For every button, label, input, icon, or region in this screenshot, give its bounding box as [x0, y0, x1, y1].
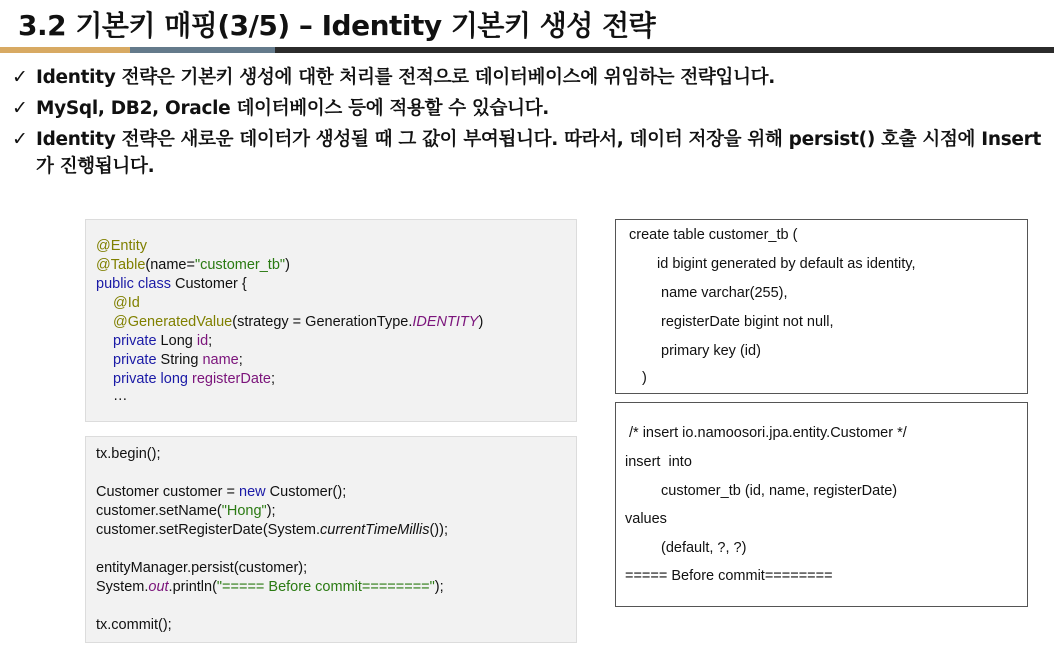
sql-line: id bigint generated by default as identity,: [657, 256, 916, 272]
code-token: (name=: [145, 257, 195, 273]
annotation-entity: @Entity: [96, 238, 147, 254]
code-token: System.: [96, 579, 149, 595]
code-line: [113, 294, 140, 313]
code-line: [96, 578, 444, 597]
code-line: [96, 256, 290, 275]
code-token: Customer {: [170, 276, 247, 292]
enum-constant: IDENTITY: [412, 314, 479, 330]
underline-segment-gold: [0, 47, 130, 53]
code-line: [113, 332, 212, 351]
code-token: (strategy = GenerationType.: [232, 314, 413, 330]
bullet-text: MySql, DB2, Oracle 데이터베이스 등에 적용할 수 있습니다.: [36, 98, 550, 119]
field-name: registerDate: [187, 371, 271, 387]
bullet-text: Identity 전략은 새로운 데이터가 생성될 때 그 값이 부여됩니다. 따라서, 데이터 저장을 위해 persist() 호출 시점에 Insert가 진행됩니다.: [36, 129, 1042, 177]
keyword: private: [113, 352, 157, 368]
code-line: [96, 483, 346, 502]
underline-segment-dark: [275, 47, 1054, 53]
code-token: .println(: [168, 579, 217, 595]
annotation-id: @Id: [113, 295, 140, 311]
ellipsis: …: [113, 388, 128, 404]
sql-line: ): [642, 370, 647, 386]
annotation-table: @Table: [96, 257, 146, 273]
underline-segment-slate: [130, 47, 275, 53]
checkmark-icon: ✓: [12, 97, 28, 119]
sql-line: name varchar(255),: [661, 285, 788, 301]
entity-code-block: [85, 219, 577, 422]
sql-line: primary key (id): [661, 343, 761, 359]
code-token: Long: [156, 333, 197, 349]
sql-comment-line: /* insert io.namoosori.jpa.entity.Customer */: [629, 425, 907, 441]
bullet-text: Identity 전략은 기본키 생성에 대한 처리를 전적으로 데이터베이스에 위임하는 전략입니다.: [36, 67, 775, 88]
code-line: [113, 313, 483, 332]
code-line: [96, 502, 276, 521]
code-token: customer.setRegisterDate(System.: [96, 522, 321, 538]
transaction-code-block: [85, 436, 577, 643]
code-token: );: [434, 579, 444, 595]
bullet-item: [12, 126, 1052, 180]
title-underline: [0, 47, 1054, 53]
sql-line: create table customer_tb (: [629, 227, 798, 243]
code-line: [96, 616, 172, 635]
bullet-item: [12, 64, 1052, 91]
code-token: entityManager.persist(customer);: [96, 560, 308, 576]
code-token: ;: [208, 333, 213, 349]
keyword: private: [113, 333, 157, 349]
sql-line: registerDate bigint not null,: [661, 314, 834, 330]
code-token: ;: [270, 371, 276, 387]
code-token: tx.commit();: [96, 617, 172, 633]
code-line: [113, 370, 275, 389]
string-literal: "Hong": [221, 503, 267, 519]
code-token: customer.setName(: [96, 503, 222, 519]
checkmark-icon: ✓: [12, 66, 28, 88]
static-method: currentTimeMillis: [320, 522, 430, 538]
sql-line: customer_tb (id, name, registerDate): [661, 483, 898, 499]
code-token: ): [478, 314, 484, 330]
code-line: [96, 237, 147, 256]
field-name: name: [202, 352, 239, 368]
code-token: ): [285, 257, 290, 273]
annotation-generated-value: @GeneratedValue: [113, 314, 233, 330]
bullet-item: [12, 95, 1052, 122]
keyword: new: [239, 484, 266, 500]
code-line: [96, 521, 448, 540]
code-token: tx.begin();: [96, 446, 161, 462]
slide-title: 3.2 기본키 매핑(3/5) – Identity 기본키 생성 전략: [18, 9, 656, 42]
string-literal: "===== Before commit========": [216, 579, 435, 595]
keyword: private long: [113, 371, 188, 387]
string-literal: "customer_tb": [194, 257, 286, 273]
code-token: String: [156, 352, 203, 368]
static-field: out: [148, 579, 169, 595]
bullet-list: [12, 64, 1052, 184]
code-token: ;: [238, 352, 243, 368]
sql-line: values: [625, 511, 667, 527]
code-token: Customer();: [265, 484, 347, 500]
field-name: id: [196, 333, 209, 349]
code-token: );: [266, 503, 276, 519]
sql-line: (default, ?, ?): [661, 540, 747, 556]
keyword: public class: [96, 276, 171, 292]
checkmark-icon: ✓: [12, 128, 28, 150]
code-line: [96, 559, 307, 578]
code-token: Customer customer =: [96, 484, 240, 500]
code-line: [113, 351, 243, 370]
code-token: ());: [429, 522, 448, 538]
code-line: [96, 275, 247, 294]
code-line: [96, 445, 160, 464]
sql-line: insert into: [625, 454, 692, 470]
insert-sql-log-block: [615, 402, 1028, 607]
create-table-sql-block: [615, 219, 1028, 394]
code-line: [113, 387, 128, 406]
console-output-line: ===== Before commit========: [625, 568, 833, 584]
